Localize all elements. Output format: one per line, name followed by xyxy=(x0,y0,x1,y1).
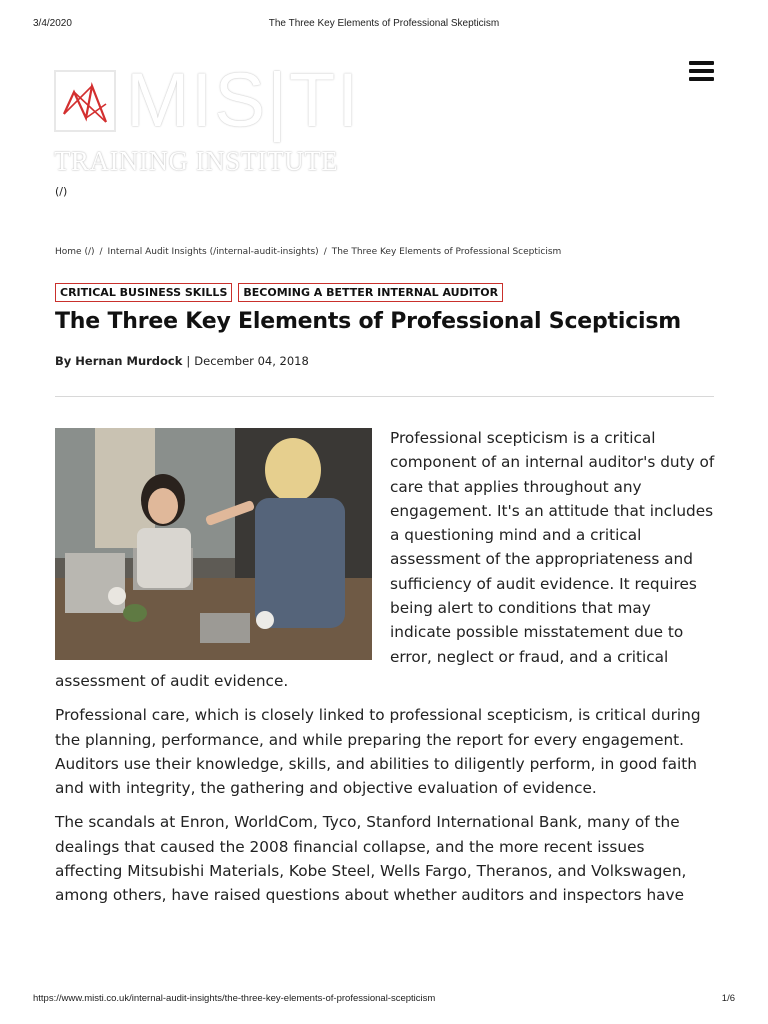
byline-separator: | xyxy=(186,354,191,368)
logo-wordmark: MIS|TI xyxy=(126,58,361,143)
tag-critical-business-skills[interactable]: CRITICAL BUSINESS SKILLS xyxy=(55,283,232,302)
article-body xyxy=(55,426,715,918)
article-paragraph: Professional care, which is closely linked to professional scepticism, is critical during the planning, performance, and while preparing the report for every engagement. Auditors use their knowledge, skills, and abilities to diligently perform, in good faith and with integrity, the gathering and objective evaluation of evidence. xyxy=(55,706,701,798)
tag-becoming-better-internal-auditor[interactable]: BECOMING A BETTER INTERNAL AUDITOR xyxy=(238,283,503,302)
home-link[interactable]: (/) xyxy=(55,185,68,198)
article-paragraph: The scandals at Enron, WorldCom, Tyco, Stanford International Bank, many of the dealings that caused the 2008 financial collapse, and the more recent issues affecting Mitsubishi Materials, Kobe Steel, Wells Fargo, Theranos, and Volkswagen, among others, have raised questions about whether auditors and inspectors have xyxy=(55,813,687,905)
print-date: 3/4/2020 xyxy=(33,18,72,29)
author-name[interactable]: By Hernan Murdock xyxy=(55,354,183,368)
logo-subtitle: TRAINING INSTITUTE xyxy=(54,146,339,176)
tag-list xyxy=(55,283,503,302)
menu-bar xyxy=(689,77,714,81)
article-hero-image xyxy=(55,428,372,660)
hamburger-menu-icon[interactable] xyxy=(689,60,715,82)
breadcrumb-current: The Three Key Elements of Professional Scepticism xyxy=(331,247,562,257)
page-number: 1/6 xyxy=(721,993,735,1004)
breadcrumb-home[interactable]: Home (/) xyxy=(55,247,95,257)
print-url: https://www.misti.co.uk/internal-audit-insights/the-three-key-elements-of-professional-scepticism xyxy=(33,993,436,1004)
article-paragraph: Professional scepticism is a critical component of an internal auditor's duty of care that applies throughout any engagement. It's an attitude that includes a questioning mind and a critical assessment of the appropriateness and sufficiency of audit evidence. It requires being alert to conditions that may indicate possible misstatement due to error, neglect or fraud, and a critical assessment of audit evidence. xyxy=(55,429,715,690)
logo-mark-icon xyxy=(54,70,116,132)
breadcrumb xyxy=(55,247,561,257)
menu-bar xyxy=(689,61,714,65)
byline xyxy=(55,354,309,368)
divider xyxy=(55,396,714,397)
publish-date: December 04, 2018 xyxy=(194,354,309,368)
article-title: The Three Key Elements of Professional Scepticism xyxy=(55,309,682,334)
print-footer xyxy=(33,993,735,1007)
print-title: The Three Key Elements of Professional Skepticism xyxy=(268,18,500,29)
breadcrumb-separator: / xyxy=(99,247,103,257)
misti-logo[interactable] xyxy=(54,58,361,186)
menu-bar xyxy=(689,69,714,73)
breadcrumb-internal-audit-insights[interactable]: Internal Audit Insights (/internal-audit-insights) xyxy=(107,247,319,257)
breadcrumb-separator: / xyxy=(323,247,327,257)
print-header xyxy=(33,18,735,32)
